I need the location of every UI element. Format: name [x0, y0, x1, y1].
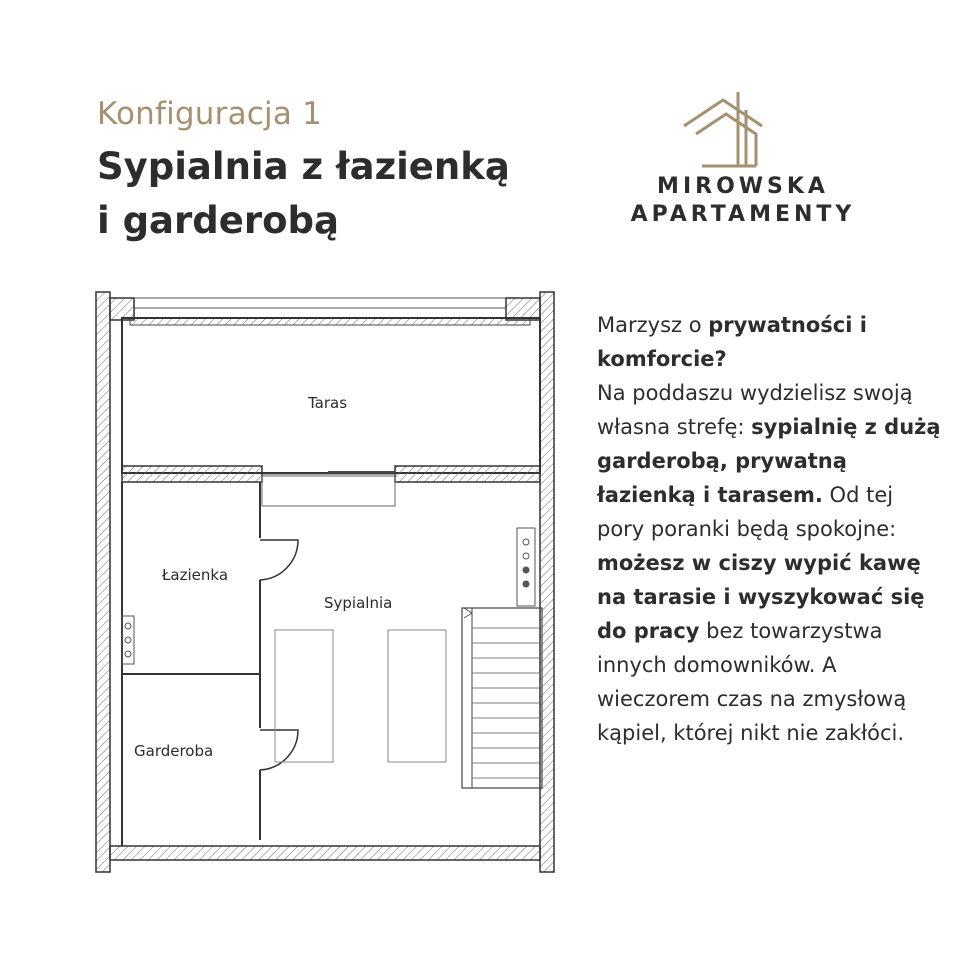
- page-title-line-1: Sypialnia z łazienką: [97, 145, 510, 188]
- description-paragraph-2: [597, 376, 942, 750]
- house-outline-icon: [618, 86, 868, 176]
- description-text-bold: możesz w ciszy wypić kawę na tarasie i wyszykować się do pracy: [597, 551, 925, 643]
- page-title-line-2: i garderobą: [97, 199, 339, 242]
- config-subtitle: Konfiguracja 1: [97, 96, 323, 132]
- bedroom-area: [275, 528, 535, 762]
- description-text-bold: prywatności i komforcie?: [597, 313, 867, 371]
- description-text-normal: Od tej pory poranki będą spokojne:: [597, 483, 897, 541]
- description-paragraph-1: [597, 308, 942, 376]
- staircase: [462, 608, 542, 788]
- description-text-normal: Marzysz o: [597, 313, 709, 337]
- room-label-sypialnia: Sypialnia: [324, 594, 393, 612]
- terrace-area: [122, 318, 540, 506]
- logo: [618, 86, 868, 236]
- description-text-normal: Na poddaszu wydzielisz swoją własna strefę:: [597, 381, 913, 439]
- description-text: [597, 308, 942, 750]
- page-title: [97, 140, 510, 248]
- logo-word-2: APARTAMENTY: [630, 202, 856, 227]
- room-label-taras: Taras: [308, 394, 348, 412]
- description-text-normal: bez towarzystwa innych domowników. A wieczorem czas na zmysłową kąpiel, której nikt nie zakłóci.: [597, 619, 907, 745]
- floor-plan: [92, 288, 562, 878]
- description-text-bold: sypialnię z dużą garderobą, prywatną łazienką i tarasem.: [597, 415, 941, 507]
- room-label-garderoba: Garderoba: [134, 742, 214, 760]
- logo-word-1: MIROWSKA: [657, 174, 829, 199]
- bathroom-area: [122, 482, 298, 846]
- room-label-lazienka: Łazienka: [162, 566, 229, 584]
- wardrobe-area: [134, 730, 298, 770]
